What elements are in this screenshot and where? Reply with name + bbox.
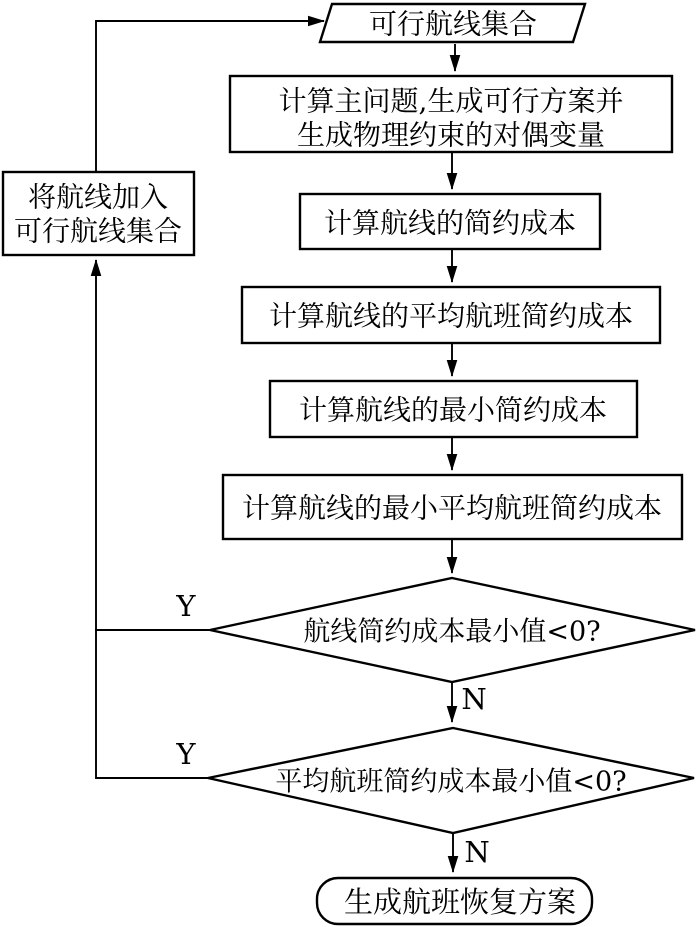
node-min-avg-flight-reduced-cost-label: 计算航线的最小平均航班简约成本 <box>241 491 663 525</box>
node-feasible-route-set <box>320 4 585 42</box>
branch-label-decision1-no: N <box>461 682 487 716</box>
node-min-reduced-cost <box>270 381 637 437</box>
node-route-reduced-cost <box>300 194 600 249</box>
node-avg-flight-reduced-cost-label: 计算航线的平均航班简约成本 <box>268 299 634 333</box>
node-decision-avg-flight-min-label: 平均航班简约成本最小值<0? <box>275 766 627 798</box>
node-min-reduced-cost-label: 计算航线的最小简约成本 <box>298 393 608 427</box>
node-avg-flight-reduced-cost <box>242 287 660 343</box>
node-generate-recovery-plan-label: 生成航班恢复方案 <box>343 885 577 919</box>
node-decision-avg-flight-min <box>208 728 694 833</box>
branch-label-decision2-no: N <box>464 835 490 869</box>
connector-feedback-to-addroute <box>96 260 208 778</box>
node-add-route-line2: 可行航线集合 <box>13 214 183 248</box>
node-master-problem <box>230 76 672 152</box>
node-add-route-line1: 将航线加入 <box>27 180 169 214</box>
node-generate-recovery-plan <box>317 878 592 924</box>
node-decision-route-min-label: 航线简约成本最小值<0? <box>303 616 601 648</box>
node-decision-route-min <box>210 578 695 682</box>
node-route-reduced-cost-label: 计算航线的简约成本 <box>323 206 577 240</box>
branch-label-decision2-yes: Y <box>176 737 196 771</box>
node-master-problem-line1: 计算主问题,生成可行方案并 <box>278 84 624 118</box>
node-min-avg-flight-reduced-cost <box>223 475 682 539</box>
node-feasible-route-set-label: 可行航线集合 <box>368 7 538 41</box>
node-add-route-to-set <box>3 172 194 255</box>
branch-label-decision1-yes: Y <box>176 589 196 623</box>
node-master-problem-line2: 生成物理约束的对偶变量 <box>296 118 606 152</box>
